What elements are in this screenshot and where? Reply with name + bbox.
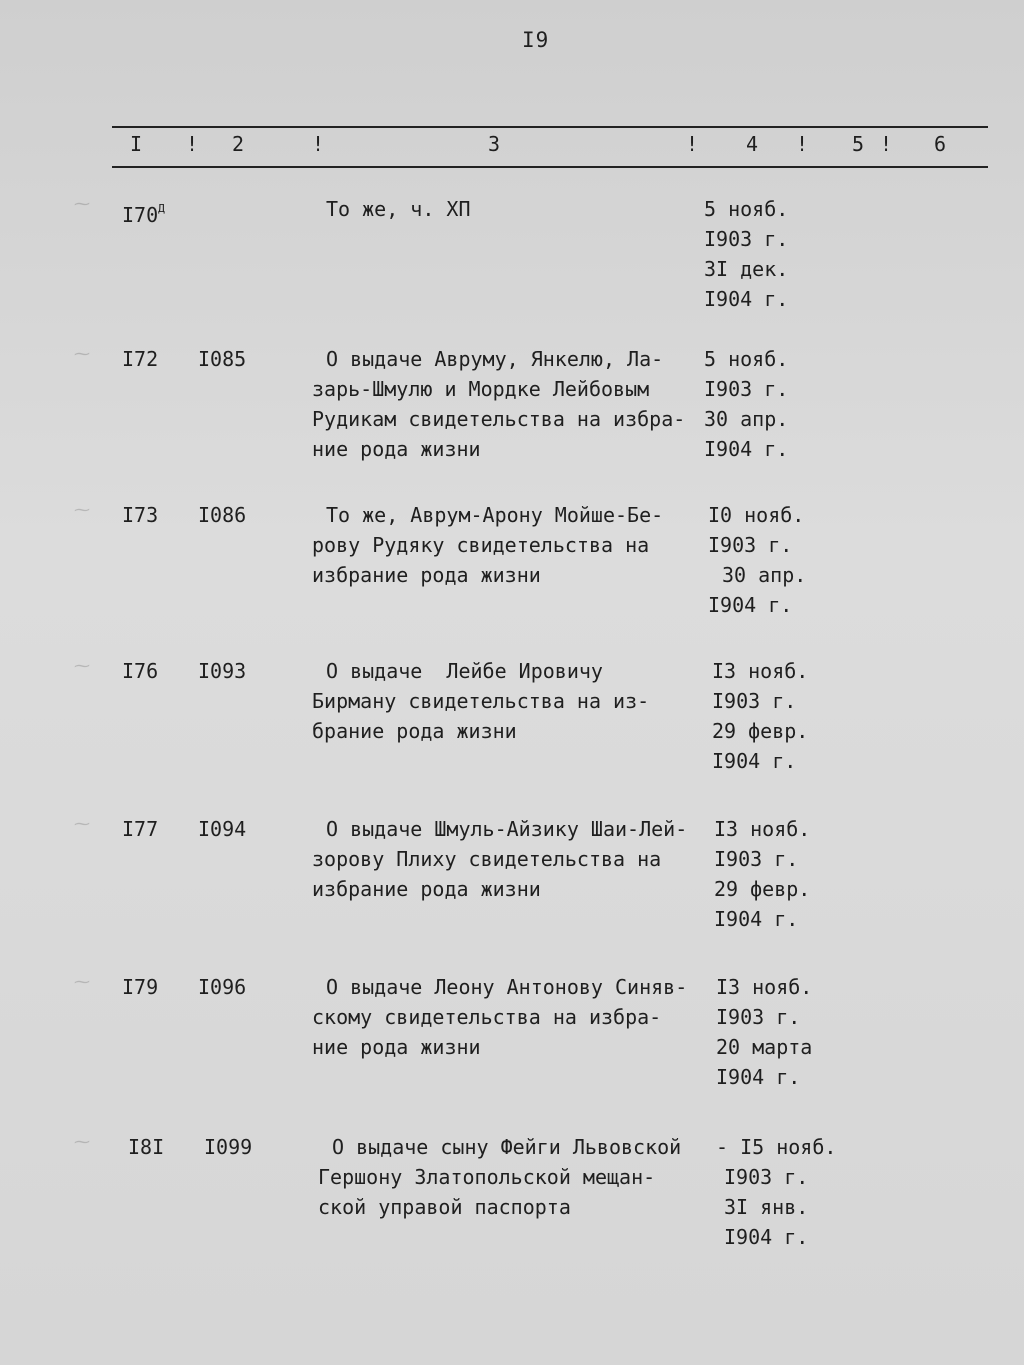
description-line: То же, ч. XП: [326, 197, 471, 221]
record-dates: [712, 656, 862, 776]
margin-stamp-mark: ⁓: [74, 344, 90, 363]
date-line: I904 г.: [724, 1225, 809, 1249]
date-line: 5 нояб.: [704, 347, 789, 371]
record-dates: [704, 194, 854, 314]
date-line: I3 нояб.: [716, 975, 813, 999]
record-number: I73: [122, 503, 159, 527]
record-code: I094: [198, 817, 247, 841]
description-line: Гершону Златопольской мещан-: [318, 1165, 656, 1189]
description-line: О выдаче Леону Антонову Синяв-: [326, 975, 688, 999]
description-line: ской управой паспорта: [318, 1195, 571, 1219]
record-dates: [708, 500, 858, 620]
description-line: ние рода жизни: [312, 1035, 481, 1059]
record-description: [312, 344, 707, 464]
description-line: избрание рода жизни: [312, 563, 541, 587]
record-number-suffix: Д: [158, 202, 165, 215]
record-number: I76: [122, 659, 159, 683]
margin-stamp-mark: ⁓: [74, 814, 90, 833]
record-code: I096: [198, 975, 247, 999]
margin-stamp-mark: ⁓: [74, 194, 90, 213]
record-code: I099: [204, 1135, 253, 1159]
margin-stamp-mark: ⁓: [74, 500, 90, 519]
date-line: I903 г.: [708, 533, 793, 557]
record-number: I8I: [128, 1135, 165, 1159]
date-line: I903 г.: [704, 377, 789, 401]
description-line: То же, Аврум-Арону Мойше-Бе-: [326, 503, 664, 527]
page-number: I9: [522, 28, 550, 52]
date-line: 20 марта: [716, 1035, 813, 1059]
description-line: Рудикам свидетельства на избра-: [312, 407, 686, 431]
record-description: [312, 194, 707, 224]
record-code: I093: [198, 659, 247, 683]
description-line: зарь-Шмулю и Мордке Лейбовым: [312, 377, 650, 401]
record-dates: [716, 1132, 866, 1252]
description-line: избрание рода жизни: [312, 877, 541, 901]
column-separator: !: [312, 132, 325, 156]
date-line: 3I янв.: [724, 1195, 809, 1219]
column-header-3: 3: [488, 132, 501, 156]
record-dates: [704, 344, 854, 464]
column-header-6: 6: [934, 132, 947, 156]
date-line: I904 г.: [712, 749, 797, 773]
date-line: 3I дек.: [704, 257, 789, 281]
margin-stamp-mark: ⁓: [74, 1132, 90, 1151]
date-line: 29 февр.: [712, 719, 809, 743]
record-description: [312, 656, 707, 746]
column-separator: !: [686, 132, 699, 156]
date-line: - I5 нояб.: [716, 1135, 837, 1159]
column-separator: !: [186, 132, 199, 156]
column-header-4: 4: [746, 132, 759, 156]
column-separator: !: [880, 132, 893, 156]
date-line: I0 нояб.: [708, 503, 805, 527]
record-number: I77: [122, 817, 159, 841]
date-line: I904 г.: [716, 1065, 801, 1089]
date-line: 29 февр.: [714, 877, 811, 901]
margin-stamp-mark: ⁓: [74, 656, 90, 675]
description-line: О выдаче Авруму, Янкелю, Ла-: [326, 347, 664, 371]
record-code: I086: [198, 503, 247, 527]
description-line: ние рода жизни: [312, 437, 481, 461]
description-line: скому свидетельства на избра-: [312, 1005, 662, 1029]
date-line: I903 г.: [704, 227, 789, 251]
record-description: [312, 500, 707, 590]
date-line: I903 г.: [712, 689, 797, 713]
table-header-bottom-rule: [112, 166, 988, 168]
record-description: [312, 972, 707, 1062]
description-line: рову Рудяку свидетельства на: [312, 533, 650, 557]
description-line: зорову Плиху свидетельства на: [312, 847, 662, 871]
date-line: I904 г.: [704, 437, 789, 461]
record-number: I79: [122, 975, 159, 999]
record-description: [318, 1132, 713, 1222]
column-separator: !: [796, 132, 809, 156]
column-header-1: I: [130, 132, 143, 156]
description-line: Бирману свидетельства на из-: [312, 689, 650, 713]
date-line: I3 нояб.: [712, 659, 809, 683]
record-number: I72: [122, 347, 159, 371]
description-line: О выдаче Шмуль-Айзику Шаи-Лей-: [326, 817, 688, 841]
table-top-rule: [112, 126, 988, 128]
description-line: брание рода жизни: [312, 719, 517, 743]
column-header-5: 5: [852, 132, 865, 156]
margin-stamp-mark: ⁓: [74, 972, 90, 991]
date-line: I903 г.: [716, 1005, 801, 1029]
description-line: О выдаче Лейбе Ировичу: [326, 659, 603, 683]
date-line: I904 г.: [714, 907, 799, 931]
date-line: I903 г.: [714, 847, 799, 871]
description-line: О выдаче сыну Фейги Львовской: [332, 1135, 682, 1159]
date-line: 30 апр.: [722, 563, 807, 587]
date-line: I903 г.: [724, 1165, 809, 1189]
date-line: I904 г.: [704, 287, 789, 311]
date-line: 30 апр.: [704, 407, 789, 431]
record-dates: [716, 972, 866, 1092]
date-line: 5 нояб.: [704, 197, 789, 221]
date-line: I904 г.: [708, 593, 793, 617]
record-description: [312, 814, 707, 904]
record-dates: [714, 814, 864, 934]
column-header-2: 2: [232, 132, 245, 156]
date-line: I3 нояб.: [714, 817, 811, 841]
record-code: I085: [198, 347, 247, 371]
record-number: $I70^Д$: [122, 202, 165, 227]
